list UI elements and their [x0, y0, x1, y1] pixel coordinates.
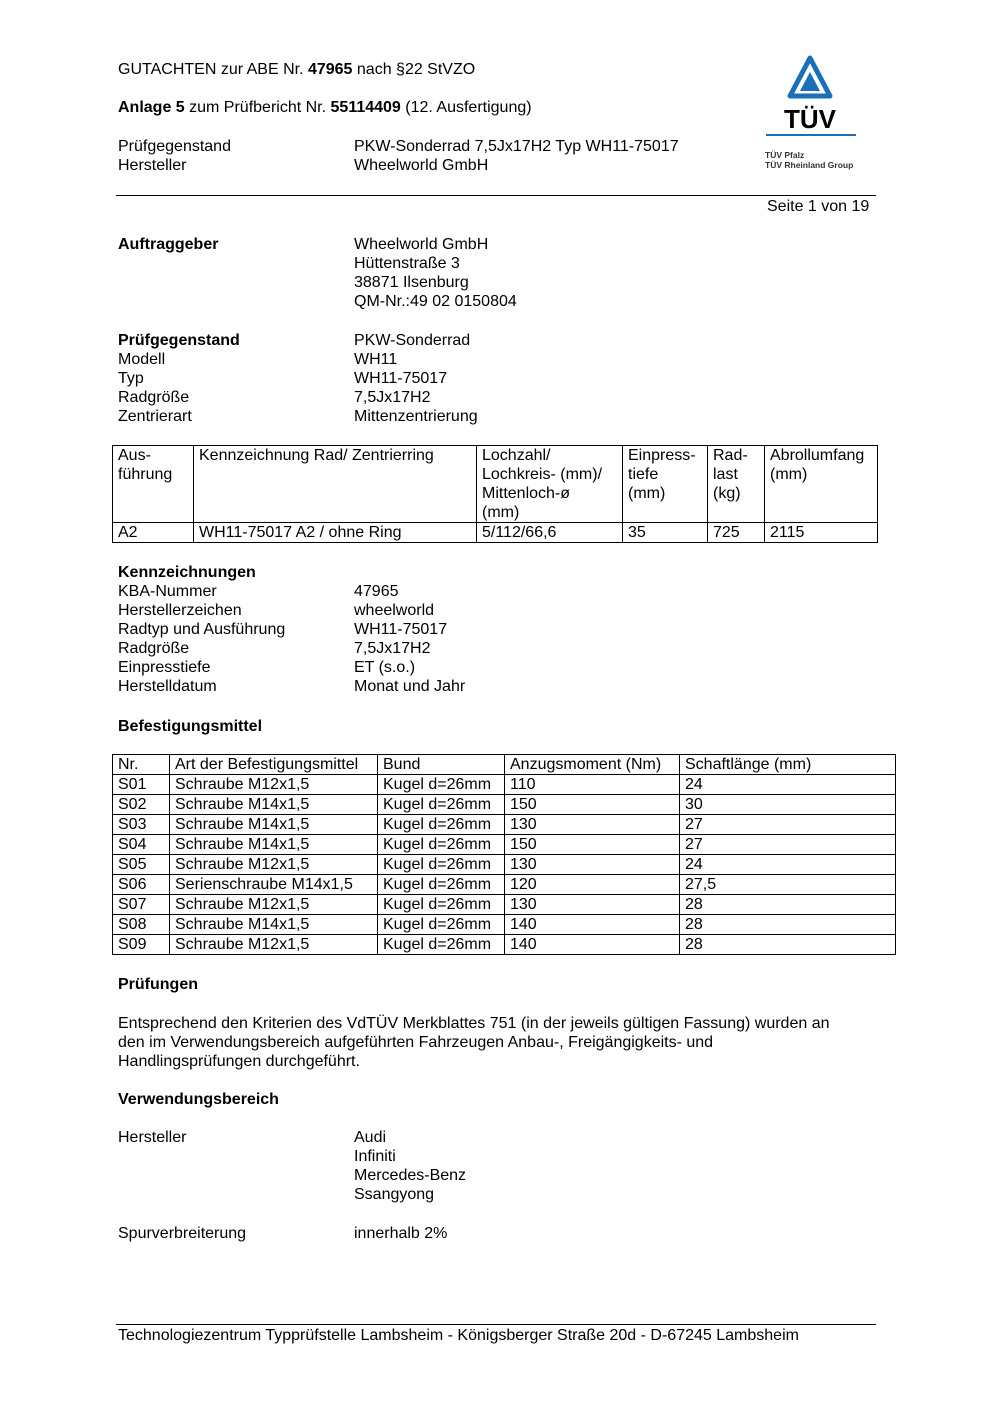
table-row [113, 855, 896, 875]
table-cell: 120 [505, 875, 680, 895]
header-subject-label: Prüfgegenstand [118, 138, 231, 155]
text-span: Aus- [118, 447, 151, 464]
test-object-heading: Prüfgegenstand [118, 332, 240, 349]
markings-labels [118, 563, 285, 696]
test-object-value: WH11-75017 [354, 370, 448, 387]
client-address [354, 235, 517, 311]
marking-value: ET (s.o.) [354, 659, 416, 676]
variant-table [112, 445, 878, 543]
table-cell: Schraube M12x1,5 [170, 895, 378, 915]
footer-text: Technologiezentrum Typprüfstelle Lambsheim - Königsberger Straße 20d - D-67245 Lambsheim [118, 1327, 799, 1344]
fasteners-heading: Befestigungsmittel [118, 718, 263, 735]
table-row [113, 835, 896, 855]
table-cell: Schraube M12x1,5 [170, 935, 378, 955]
markings-heading: Kennzeichnungen [118, 564, 256, 581]
table-cell: S02 [113, 795, 170, 815]
table-cell: Kugel d=26mm [378, 855, 505, 875]
variant-header-cell [194, 446, 477, 523]
table-cell: Schraube M12x1,5 [170, 775, 378, 795]
variant-header-cell [477, 446, 623, 523]
usage-maker: Ssangyong [354, 1186, 435, 1203]
table-cell: 130 [505, 815, 680, 835]
table-cell: S07 [113, 895, 170, 915]
marking-value: 47965 [354, 583, 399, 600]
marking-label: Einpresstiefe [118, 659, 211, 676]
tests-line: den im Verwendungsbereich aufgeführten Fahrzeugen Anbau-, Freigängigkeits- und [118, 1034, 714, 1051]
usage-track-value: innerhalb 2% [354, 1225, 448, 1242]
table-row [113, 895, 896, 915]
table-row [113, 775, 896, 795]
table-cell: 150 [505, 795, 680, 815]
fasteners-header-cell: Nr. [113, 755, 170, 775]
page-number: Seite 1 von 19 [767, 198, 870, 215]
table-cell: Kugel d=26mm [378, 895, 505, 915]
abe-number: 47965 [307, 61, 353, 78]
client-line: Wheelworld GmbH [354, 236, 489, 253]
report-number: 55114409 [330, 99, 401, 116]
table-cell: S09 [113, 935, 170, 955]
usage-heading: Verwendungsbereich [118, 1091, 279, 1108]
client-line: QM-Nr.:49 02 0150804 [354, 293, 517, 310]
table-cell: Kugel d=26mm [378, 835, 505, 855]
fasteners-header-cell: Bund [378, 755, 505, 775]
marking-value: Monat und Jahr [354, 678, 466, 695]
marking-label: Herstellerzeichen [118, 602, 242, 619]
tests-heading: Prüfungen [118, 976, 198, 993]
test-object-labels [118, 331, 240, 426]
test-object-label: Zentrierart [118, 408, 192, 425]
text-span: last [713, 466, 738, 483]
variant-cell: 35 [623, 523, 708, 543]
logo-text: TÜV [784, 104, 836, 134]
table-cell: 110 [505, 775, 680, 795]
text-span: Lochkreis- (mm)/ [482, 466, 603, 483]
variant-header-cell [708, 446, 765, 523]
usage-maker: Audi [354, 1129, 387, 1146]
table-cell: Kugel d=26mm [378, 815, 505, 835]
table-cell: S05 [113, 855, 170, 875]
header-line-2-post: (12. Ausfertigung) [400, 99, 532, 116]
text-span: (kg) [713, 485, 741, 502]
variant-cell: A2 [113, 523, 194, 543]
text-span: Kennzeichnung Rad/ Zentrierring [199, 447, 434, 464]
text-span: (mm) [628, 485, 666, 502]
table-cell: 27,5 [680, 875, 896, 895]
test-object-label: Radgröße [118, 389, 190, 406]
footer-divider [116, 1324, 876, 1325]
text-span: Rad- [713, 447, 748, 464]
header-line-1 [118, 60, 475, 79]
text-span: (mm) [770, 466, 808, 483]
table-cell: S06 [113, 875, 170, 895]
client-line: 38871 Ilsenburg [354, 274, 469, 291]
variant-cell: 725 [708, 523, 765, 543]
test-object-value: 7,5Jx17H2 [354, 389, 431, 406]
table-row [113, 875, 896, 895]
table-cell: 28 [680, 895, 896, 915]
fasteners-table-header [113, 755, 896, 775]
marking-value: 7,5Jx17H2 [354, 640, 431, 657]
usage-maker: Infiniti [354, 1148, 396, 1165]
header-line-1-pre: GUTACHTEN zur ABE Nr. [118, 61, 308, 78]
table-row [113, 795, 896, 815]
table-cell: S01 [113, 775, 170, 795]
header-maker-label: Hersteller [118, 157, 187, 174]
markings-values [354, 582, 465, 696]
table-cell: S03 [113, 815, 170, 835]
usage-track-label: Spurverbreiterung [118, 1225, 247, 1242]
usage-maker: Mercedes-Benz [354, 1167, 467, 1184]
annex-label: Anlage 5 [118, 99, 185, 116]
test-object-value: WH11 [354, 351, 398, 368]
variant-cell: WH11-75017 A2 / ohne Ring [194, 523, 477, 543]
variant-cell: 5/112/66,6 [477, 523, 623, 543]
table-cell: Schraube M14x1,5 [170, 915, 378, 935]
text-span: (mm) [482, 504, 520, 521]
table-cell: Serienschraube M14x1,5 [170, 875, 378, 895]
logo-sub-2: TÜV Rheinland Group [765, 160, 854, 170]
table-cell: 30 [680, 795, 896, 815]
table-cell: Kugel d=26mm [378, 915, 505, 935]
table-cell: S08 [113, 915, 170, 935]
variant-table-header [113, 446, 878, 523]
usage-maker-label: Hersteller [118, 1129, 187, 1146]
table-row [113, 915, 896, 935]
marking-value: WH11-75017 [354, 621, 448, 638]
table-cell: 28 [680, 935, 896, 955]
table-cell: 130 [505, 895, 680, 915]
marking-value: wheelworld [354, 602, 435, 619]
table-cell: 27 [680, 815, 896, 835]
table-cell: 140 [505, 915, 680, 935]
table-row [113, 523, 878, 543]
client-line: Hüttenstraße 3 [354, 255, 460, 272]
text-span: Abrollumfang [770, 447, 865, 464]
table-cell: Schraube M14x1,5 [170, 795, 378, 815]
test-object-label: Modell [118, 351, 166, 368]
table-cell: 140 [505, 935, 680, 955]
text-span: Einpress- [628, 447, 696, 464]
marking-label: Radgröße [118, 640, 190, 657]
table-cell: 150 [505, 835, 680, 855]
text-span: Mittenloch-ø [482, 485, 571, 502]
header-line-2-mid: zum Prüfbericht Nr. [184, 99, 331, 116]
table-cell: Kugel d=26mm [378, 935, 505, 955]
table-cell: Kugel d=26mm [378, 795, 505, 815]
header-maker-value: Wheelworld GmbH [354, 157, 489, 174]
table-cell: Schraube M14x1,5 [170, 815, 378, 835]
header-line-2 [118, 98, 532, 117]
tests-line: Handlingsprüfungen durchgeführt. [118, 1053, 360, 1070]
table-cell: 130 [505, 855, 680, 875]
table-cell: Schraube M14x1,5 [170, 835, 378, 855]
table-cell: 28 [680, 915, 896, 935]
table-cell: 24 [680, 775, 896, 795]
text-span: tiefe [628, 466, 659, 483]
fasteners-header-cell: Art der Befestigungsmittel [170, 755, 378, 775]
table-cell: 27 [680, 835, 896, 855]
tests-paragraph [118, 1014, 830, 1071]
test-object-heading-value: PKW-Sonderrad [354, 332, 471, 349]
table-cell: 24 [680, 855, 896, 875]
fasteners-header-cell: Schaftlänge (mm) [680, 755, 896, 775]
marking-label: Herstelldatum [118, 678, 217, 695]
test-object-values [354, 331, 478, 426]
text-span: führung [118, 466, 173, 483]
usage-makers [354, 1128, 466, 1204]
tests-line: Entsprechend den Kriterien des VdTÜV Merkblattes 751 (in der jeweils gültigen Fassung) wurden an [118, 1015, 830, 1032]
table-cell: Kugel d=26mm [378, 875, 505, 895]
fasteners-table [112, 754, 896, 955]
marking-label: Radtyp und Ausführung [118, 621, 286, 638]
logo-sub-1: TÜV Pfalz [765, 150, 805, 160]
text-span: Lochzahl/ [482, 447, 551, 464]
fasteners-header-cell: Anzugsmoment (Nm) [505, 755, 680, 775]
table-row [113, 935, 896, 955]
tuev-logo-icon [760, 52, 860, 142]
header-line-1-post: nach §22 StVZO [352, 61, 476, 78]
variant-cell: 2115 [765, 523, 878, 543]
variant-header-cell [623, 446, 708, 523]
table-cell: Kugel d=26mm [378, 775, 505, 795]
variant-header-cell [113, 446, 194, 523]
client-label: Auftraggeber [118, 236, 219, 253]
test-object-value: Mittenzentrierung [354, 408, 478, 425]
variant-header-cell [765, 446, 878, 523]
marking-label: KBA-Nummer [118, 583, 217, 600]
table-cell: S04 [113, 835, 170, 855]
header-divider [116, 195, 876, 196]
table-cell: Schraube M12x1,5 [170, 855, 378, 875]
table-row [113, 815, 896, 835]
test-object-label: Typ [118, 370, 144, 387]
header-subject-value: PKW-Sonderrad 7,5Jx17H2 Typ WH11-75017 [354, 138, 679, 155]
